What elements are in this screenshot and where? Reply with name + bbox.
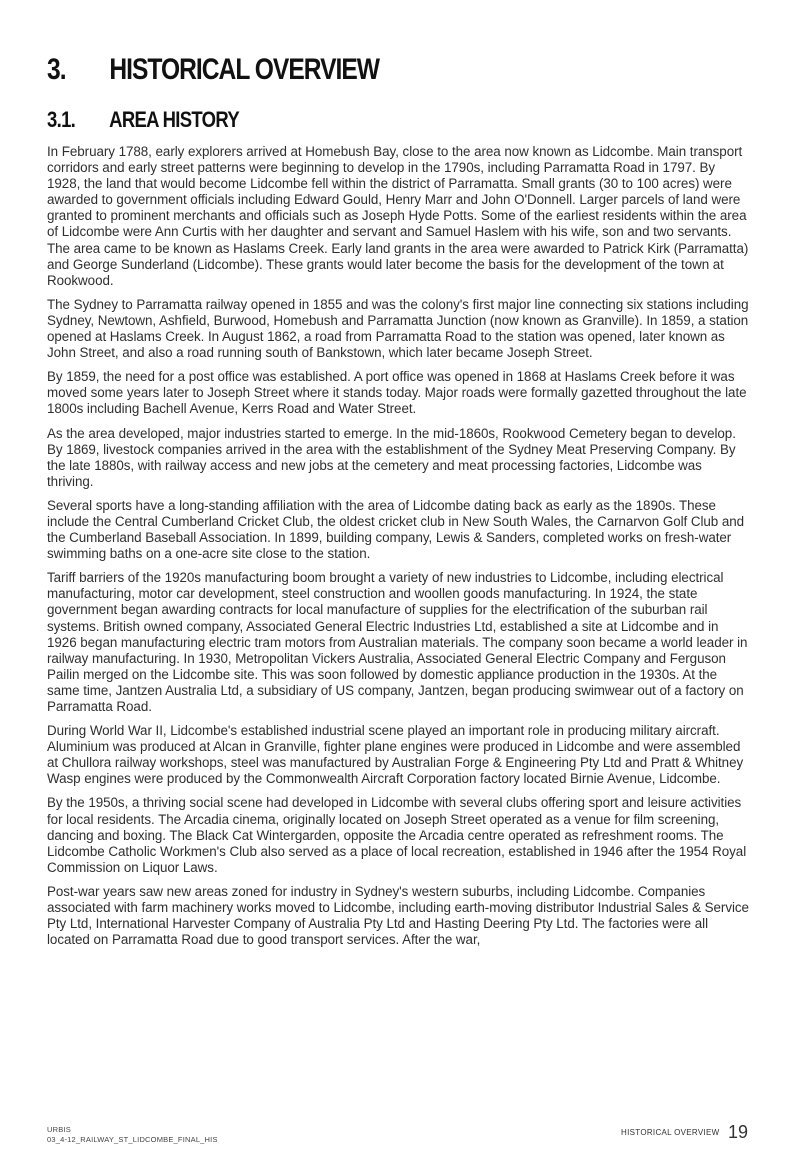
paragraph: By the 1950s, a thriving social scene had developed in Lidcombe with several clubs offering sport and leisure activities for local residents. The Arcadia cinema, originally located on Joseph Street operated as a venue for film screening, dancing and boxing. The Black Cat Wintergarden, opposite the Arcadia centre operated as refreshment rooms. The Lidcombe Catholic Workmen's Club also served as a place of local recreation, established in 1946 after the 1954 Royal Commission on Liquor Laws.: [47, 795, 747, 875]
footer-page-info: [621, 1122, 748, 1143]
paragraph: The Sydney to Parramatta railway opened in 1855 and was the colony's first major line connecting six stations including Sydney, Newtown, Ashfield, Burwood, Homebush and Parramatta Junction (now known as Granville). In 1859, a station opened at Haslams Creek. In August 1862, a road from Parramatta Road to the station was opened, later known as John Street, and also a road running south of Bankstown, which later became Joseph Street.: [47, 296, 749, 361]
subsection-title: AREA HISTORY: [109, 107, 240, 132]
paragraph: In February 1788, early explorers arrived at Homebush Bay, close to the area now known as Lidcombe. Main transport corridors and early street patterns were beginning to develop in the 1790s, including Parramatta Road in 1797. By 1928, the land that would become Lidcombe fell within the district of Parramatta. Small grants (30 to 100 acres) were awarded to government officials including Edward Gould, Henry Marr and John O'Donnell. Larger parcels of land were granted to prominent merchants and officials such as Joseph Hyde Potts. Some of the earliest residents within the area of Lidcombe were Ann Curtis with her daughter and servant and Samuel Haslem with his wife, son and two servants. The area came to be known as Haslams Creek. Early land grants in the area were awarded to Patrick Kirk (Parramatta) and George Sunderland (Lidcombe). These grants would later become the basis for the development of the town at Rookwood.: [47, 144, 749, 288]
subsection-number: 3.1.: [47, 107, 76, 132]
paragraph: By 1859, the need for a post office was established. A port office was opened in 1868 at Haslams Creek before it was moved some years later to Joseph Street where it stands today. Major roads were formally gazetted throughout the late 1800s including Bachell Avenue, Kerrs Road and Water Street.: [47, 369, 747, 417]
body-text: [47, 144, 749, 956]
paragraph: Post-war years saw new areas zoned for industry in Sydney's western suburbs, including Lidcombe. Companies associated with farm machinery works moved to Lidcombe, including earth-moving distributor Industrial Sales & Service Pty Ltd, International Harvester Company of Australia Pty Ltd and Hasting Deering Pty Ltd. The factories were all located on Parramatta Road due to good transport services. After the war,: [47, 883, 749, 948]
page-number: 19: [727, 1122, 748, 1142]
paragraph: As the area developed, major industries started to emerge. In the mid-1860s, Rookwood Cemetery began to develop. By 1869, livestock companies arrived in the area with the establishment of the Sydney Meat Preserving Company. By the late 1880s, with railway access and new jobs at the cemetery and meat processing factories, Lidcombe was thriving.: [47, 425, 736, 489]
paragraph: Several sports have a long-standing affiliation with the area of Lidcombe dating back as early as the 1890s. These include the Central Cumberland Cricket Club, the oldest cricket club in New South Wales, the Carnarvon Golf Club and the Cumberland Baseball Association. In 1899, building company, Lewis & Sanders, completed works on fresh-water swimming baths on a one-acre site close to the station.: [47, 497, 745, 562]
section-heading: [47, 52, 379, 88]
paragraph: During World War II, Lidcombe's established industrial scene played an important role in producing military aircraft. Aluminium was produced at Alcan in Granville, fighter plane engines were produced in Lidcombe and were assembled at Chullora railway workshops, steel was manufactured by Australian Forge & Engineering Pty Ltd and Pratt & Whitney Wasp engines were produced by the Commonwealth Aircraft Corporation factory located Birnie Avenue, Lidcombe.: [47, 723, 744, 787]
footer-org: URBIS: [47, 1125, 71, 1134]
footer-filename: 03_4-12_RAILWAY_ST_LIDCOMBE_FINAL_HIS: [47, 1135, 218, 1144]
subsection-heading: [47, 106, 239, 134]
footer-doc-info: [47, 1125, 218, 1145]
section-number: 3.: [47, 53, 66, 86]
section-title: HISTORICAL OVERVIEW: [109, 53, 380, 86]
footer-section-label: HISTORICAL OVERVIEW: [621, 1128, 720, 1137]
paragraph: Tariff barriers of the 1920s manufacturing boom brought a variety of new industries to Lidcombe, including electrical manufacturing, motor car development, steel construction and woollen goods manufacturing. In 1924, the state government began awarding contracts for local manufacture of supplies for the electrification of the suburban rail systems. British owned company, Associated General Electric Industries Ltd, established a site at Lidcombe and in 1926 began manufacturing electric tram motors from Australian materials. The company soon became a world leader in railway manufacturing. In 1930, Metropolitan Vickers Australia, Associated General Electric Company and Ferguson Pailin merged on the Lidcombe site. This was soon followed by domestic appliance production in the 1930s. At the same time, Jantzen Australia Ltd, a subsidiary of US company, Jantzen, began producing swimwear out of a factory on Parramatta Road.: [47, 570, 748, 714]
